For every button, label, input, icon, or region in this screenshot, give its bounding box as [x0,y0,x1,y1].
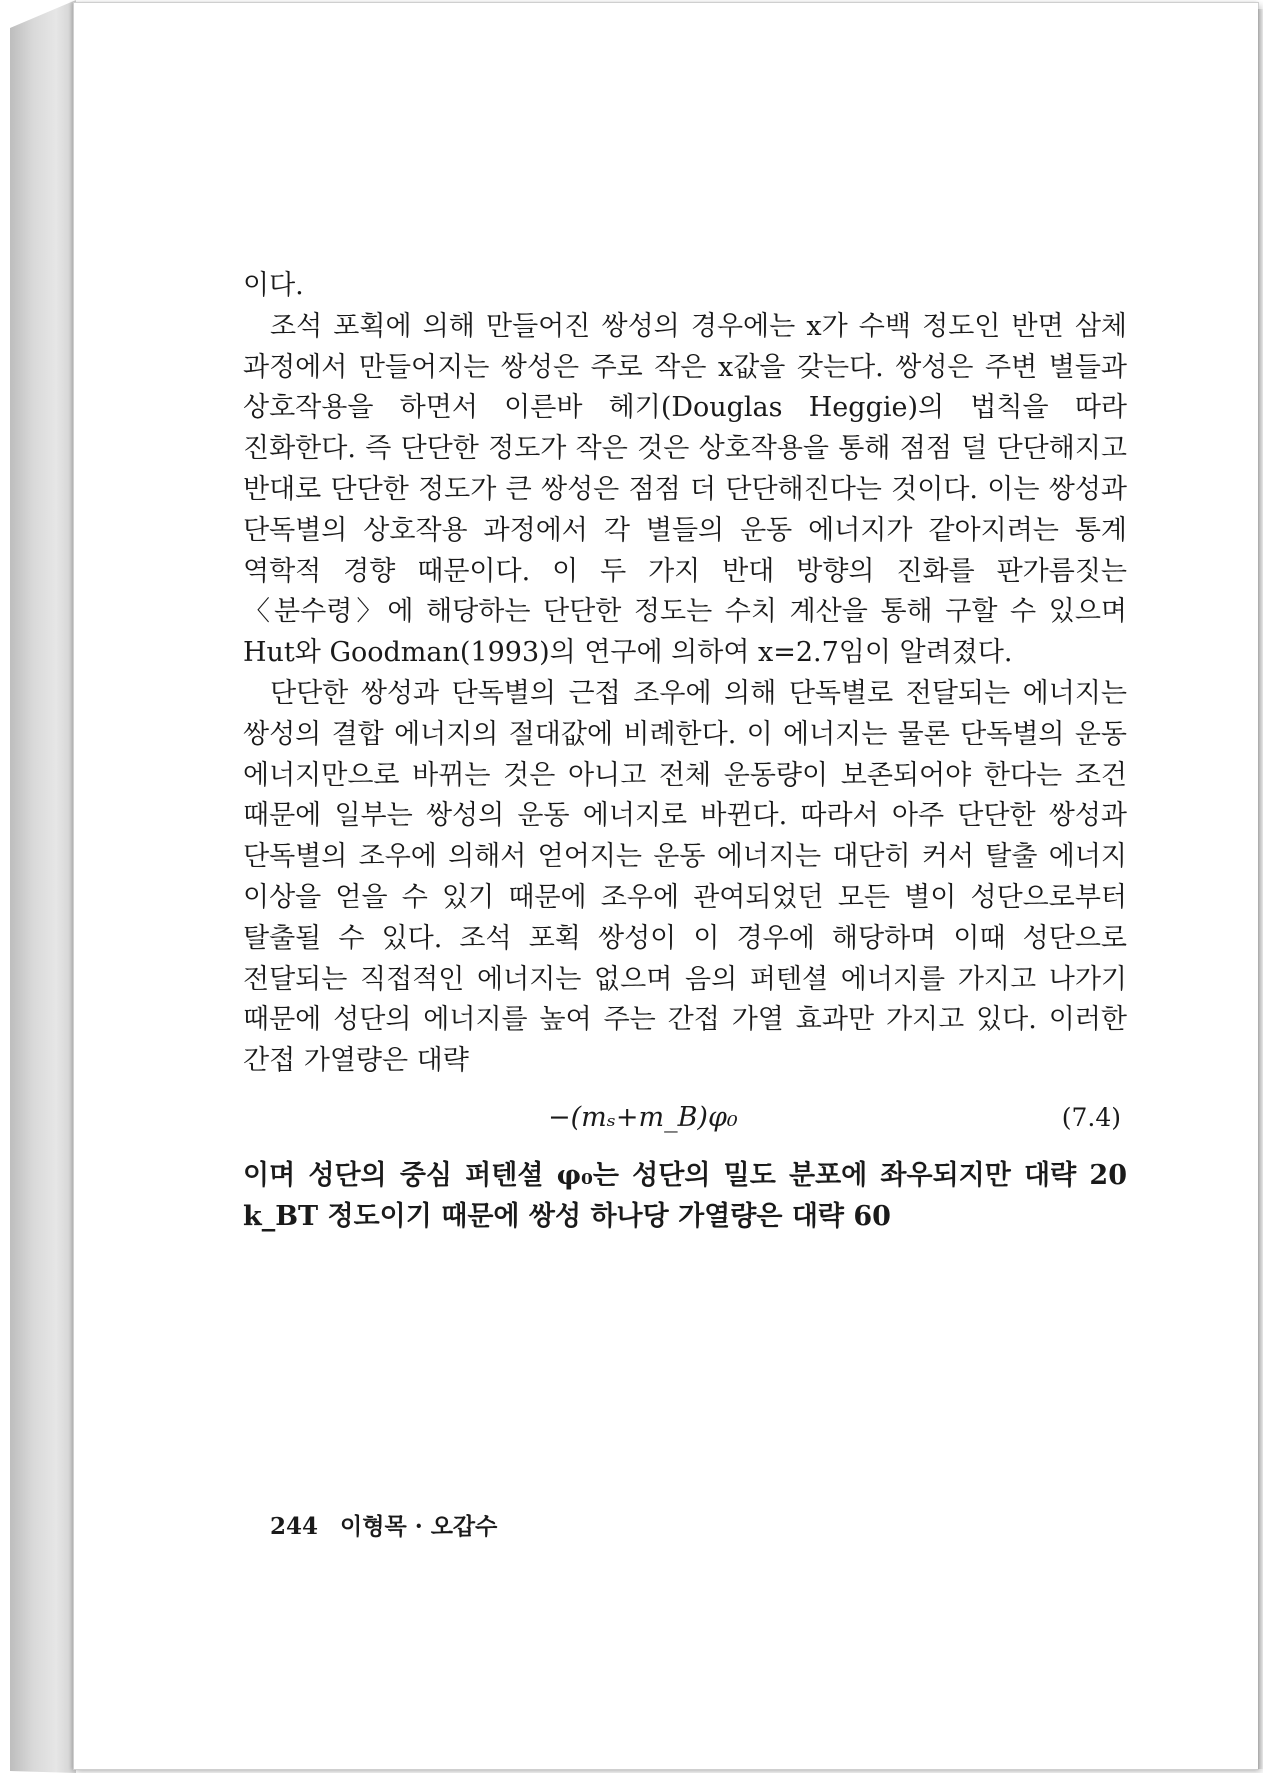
author-names: 이형목 · 오갑수 [340,1513,498,1540]
page-number: 244 [270,1513,319,1540]
page-footer [270,1508,497,1541]
paragraph-binary-evolution: 조석 포획에 의해 만들어진 쌍성의 경우에는 x가 수백 정도인 반면 삼체 과정에서 만들어지는 쌍성은 주로 작은 x값을 갖는다. 쌍성은 주변 별들과 상호작용을 하면서 이른바 헤기(Douglas Heggie)의 법칙을 따라 진화한다. 즉 단단한 정도가 작은 것은 상호작용을 통해 점점 덜 단단해지고 반대로 단단한 정도가 큰 쌍성은 점점 더 단단해진다는 것이다. 이는 쌍성과 단독별의 상호작용 과정에서 각 별들의 운동 에너지가 같아지려는 통계 역학적 경향 때문이다. 이 두 가지 반대 방향의 진화를 판가름짓는 〈분수령〉에 해당하는 단단한 정도는 수치 계산을 통해 구할 수 있으며 Hut와 Goodman(1993)의 연구에 의하여 x=2.7임이 알려졌다. [243,310,1127,669]
equation-formula: −(mₛ+m_B)φ₀ [548,1101,738,1133]
paragraph-after-equation: 이며 성단의 중심 퍼텐셜 φ₀는 성단의 밀도 분포에 좌우되지만 대략 20 k_BT 정도이기 때문에 쌍성 하나당 가열량은 대략 60 [243,1159,1127,1232]
paragraph-continuation: 이다. [243,270,304,301]
equation-number: (7.4) [1061,1102,1121,1132]
equation-7-4 [243,1096,1127,1140]
page-body [243,266,1127,1238]
book-spine [10,0,76,1773]
paragraph-energy-transfer: 단단한 쌍성과 단독별의 근접 조우에 의해 단독별로 전달되는 에너지는 쌍성의 결합 에너지의 절대값에 비례한다. 이 에너지는 물론 단독별의 운동 에너지만으로 바뀌는 것은 아니고 전체 운동량이 보존되어야 한다는 조건 때문에 일부는 쌍성의 운동 에너지로 바뀐다. 따라서 아주 단단한 쌍성과 단독별의 조우에 의해서 얻어지는 운동 에너지는 대단히 커서 탈출 에너지 이상을 얻을 수 있기 때문에 조우에 관여되었던 모든 별이 성단으로부터 탈출될 수 있다. 조석 포획 쌍성이 이 경우에 해당하며 이때 성단으로 전달되는 직접적인 에너지는 없으며 음의 퍼텐셜 에너지를 가지고 나가기 때문에 성단의 에너지를 높여 주는 간접 가열 효과만 가지고 있다. 이러한 간접 가열량은 대략 [243,677,1127,1077]
